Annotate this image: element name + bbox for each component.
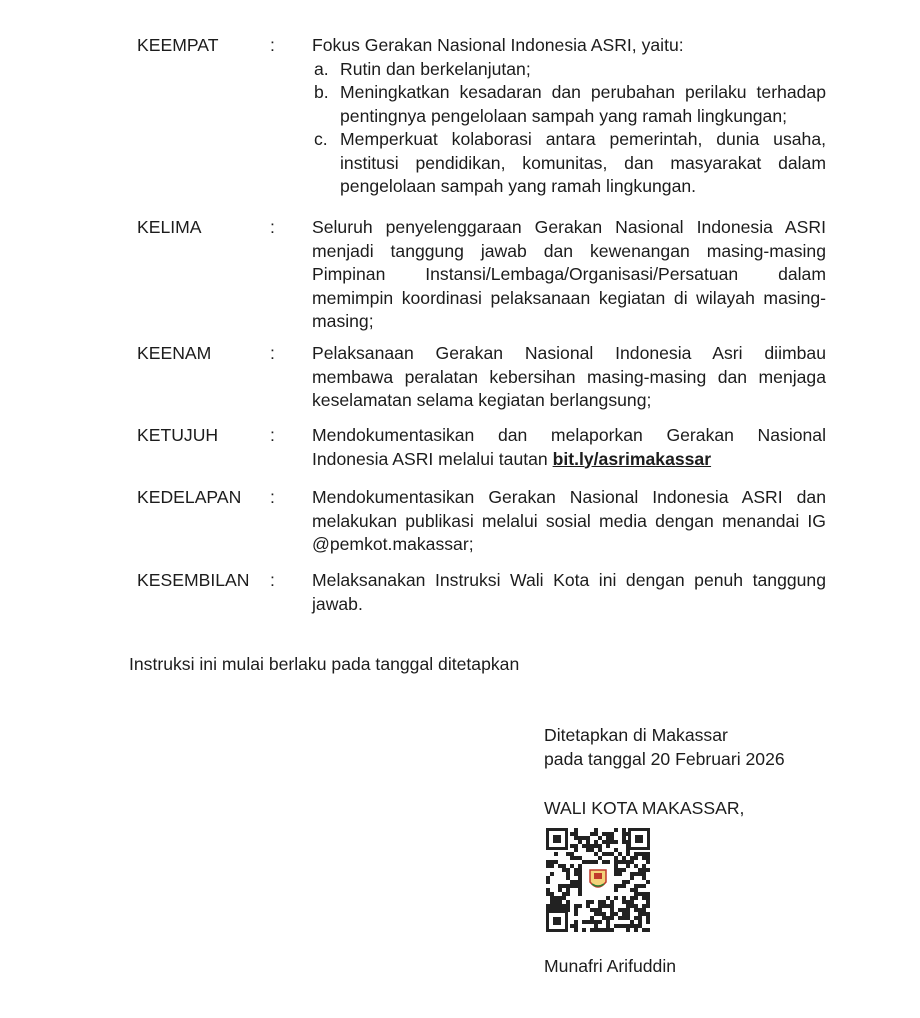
subitem-letter: c. [314,129,328,149]
clause-label: KEDELAPAN [137,487,242,507]
subitem-b [312,81,826,128]
clause-text: Mendokumentasikan dan melaporkan Gerakan Nasional Indonesia ASRI melalui tautan [312,425,826,469]
signature-date: pada tanggal 20 Februari 2026 [544,749,785,769]
clause-body: Melaksanakan Instruksi Wali Kota ini dengan penuh tanggung jawab. [312,570,826,614]
subitem-c [312,128,826,199]
clause-label: KEEMPAT [137,35,219,55]
city-emblem-icon [590,870,606,887]
clause-body [312,424,826,471]
subitem-text: Memperkuat kolaborasi antara pemerintah, dunia usaha, institusi pendidikan, komunitas, dan masyarakat dalam pengelolaan sampah yang ramah lingkungan. [340,129,826,196]
subitem-letter: b. [314,82,329,102]
signature-place: Ditetapkan di Makassar [544,725,728,745]
report-link[interactable]: bit.ly/asrimakassar [552,448,712,469]
clause-colon: : [270,570,275,590]
clause-label: KESEMBILAN [137,570,250,590]
clause-intro: Fokus Gerakan Nasional Indonesia ASRI, yaitu: [312,35,684,55]
clause-body: Seluruh penyelenggaraan Gerakan Nasional Indonesia ASRI menjadi tanggung jawab dan kewenangan masing-masing Pimpinan Instansi/Lembaga/Organisasi/Persatuan dalam memimpin koordinasi pelaksanaan kegiatan di wilayah masing-masing; [312,217,826,331]
signatory-name: Munafri Arifuddin [544,956,677,976]
clause-body: Mendokumentasikan Gerakan Nasional Indonesia ASRI dan melakukan publikasi melalui sosial media dengan menandai IG @pemkot.makassar; [312,487,826,554]
clause-colon: : [270,343,275,363]
clause-colon: : [270,487,275,507]
clause-label: KEENAM [137,343,212,363]
subitem-text: Meningkatkan kesadaran dan perubahan perilaku terhadap pentingnya pengelolaan sampah yang ramah lingkungan; [340,82,826,126]
clause-label: KELIMA [137,217,202,237]
clause-colon: : [270,217,275,237]
closing-statement: Instruksi ini mulai berlaku pada tanggal ditetapkan [129,654,520,674]
subitem-a [312,58,826,82]
clause-colon: : [270,425,275,445]
qr-code-signature [546,828,650,932]
clause-body [312,34,826,199]
signature-title: WALI KOTA MAKASSAR, [544,798,745,818]
clause-body: Pelaksanaan Gerakan Nasional Indonesia Asri diimbau membawa peralatan kebersihan masing-masing dan menjaga keselamatan selama kegiatan berlangsung; [312,343,826,410]
subitem-letter: a. [314,58,329,79]
clause-colon: : [270,35,275,55]
subitem-text: Rutin dan berkelanjutan; [340,58,531,79]
clause-label: KETUJUH [137,425,219,445]
